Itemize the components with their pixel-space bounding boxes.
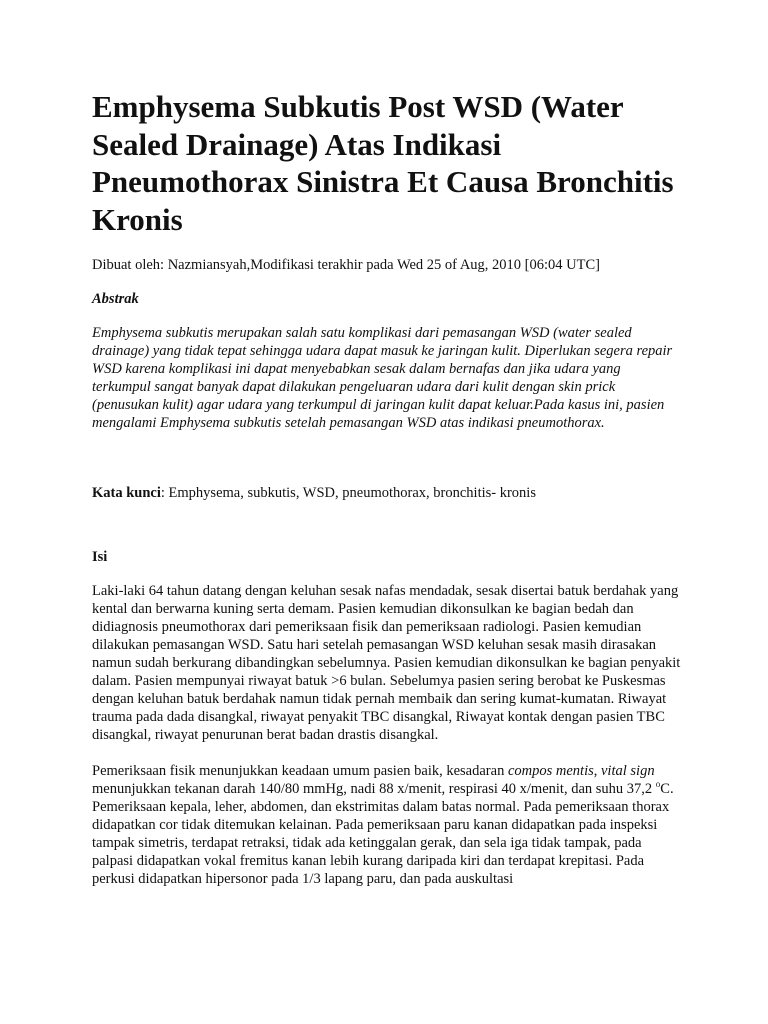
paragraph-2-text-b: , [593, 763, 601, 779]
isi-heading: Isi [92, 549, 108, 565]
degree-superscript: o [655, 779, 661, 790]
article-title: Emphysema Subkutis Post WSD (Water Sealed Drainage) Atas Indikasi Pneumothorax Sinistra Et Causa Bronchitis Kronis [92, 89, 674, 237]
body-paragraph-2 [92, 762, 682, 888]
keywords-text: : Emphysema, subkutis, WSD, pneumothorax, bronchitis- kronis [160, 485, 536, 501]
paragraph-2-text-a: Pemeriksaan fisik menunjukkan keadaan umum pasien baik, kesadaran [92, 763, 508, 779]
paragraph-2-italic-compos-mentis: compos mentis [507, 763, 594, 779]
abstract-text: Emphysema subkutis merupakan salah satu komplikasi dari pemasangan WSD (water sealed drainage) yang tidak tepat sehingga udara dapat masuk ke jaringan kulit. Diperlukan segera repair WSD karena komplikasi ini dapat menyebabkan sesak dalam bernafas dan jika udara yang terkumpul sangat banyak dapat dilakukan pengeluaran udara dari kulit dengan skin prick (penusukan kulit) agar udara yang terkumpul di jaringan kulit dapat keluar.Pada kasus ini, pasien mengalami Emphysema subkutis setelah pemasangan WSD atas indikasi pneumothorax. [92, 325, 673, 431]
paragraph-2-italic-vital-sign: vital sign [601, 763, 655, 779]
document-content [92, 88, 682, 888]
paragraph-2-text-c: menunjukkan tekanan darah 140/80 mmHg, nadi 88 x/menit, respirasi 40 x/menit, dan suhu 37,2 [92, 781, 656, 797]
abstract-heading: Abstrak [92, 291, 139, 307]
keywords-label: Kata kunci [92, 485, 161, 501]
author-byline: Dibuat oleh: Nazmiansyah,Modifikasi terakhir pada Wed 25 of Aug, 2010 [06:04 UTC] [92, 257, 600, 273]
body-paragraph-1: Laki-laki 64 tahun datang dengan keluhan sesak nafas mendadak, sesak disertai batuk berdahak yang kental dan berwarna kuning serta demam. Pasien kemudian dikonsulkan ke bagian bedah dan didiagnosis pneumothorax dari pemeriksaan fisik dan pemeriksaan radiologi. Pasien kemudian dilakukan pemasangan WSD. Satu hari setelah pemasangan WSD keluhan sesak masih dirasakan namun sudah berkurang dibandingkan sebelumnya. Pasien kemudian dikonsulkan ke bagian penyakit dalam. Pasien mempunyai riwayat batuk >6 bulan. Sebelumya pasien sering berobat ke Puskesmas dengan keluhan batuk berdahak namun tidak pernah membaik dan sering kumat-kumatan. Riwayat trauma pada dada disangkal, riwayat penyakit TBC disangkal, Riwayat kontak dengan pasien TBC disangkal, riwayat penurunan berat badan drastis disangkal. [92, 583, 681, 743]
keywords-line [92, 484, 682, 502]
paragraph-2-text-d: C. Pemeriksaan kepala, leher, abdomen, dan ekstrimitas dalam batas normal. Pada pemeriksaan thorax didapatkan cor tidak ditemukan kelainan. Pada pemeriksaan paru kanan didapatkan pada inspeksi tampak simetris, terdapat retraksi, tidak ada ketinggalan gerak, dan sela iga tidak tampak, pada palpasi didapatkan vokal fremitus kanan lebih kurang daripada kiri dan terdapat krepitasi. Pada perkusi didapatkan hipersonor pada 1/3 lapang paru, dan pada auskultasi [92, 781, 674, 887]
